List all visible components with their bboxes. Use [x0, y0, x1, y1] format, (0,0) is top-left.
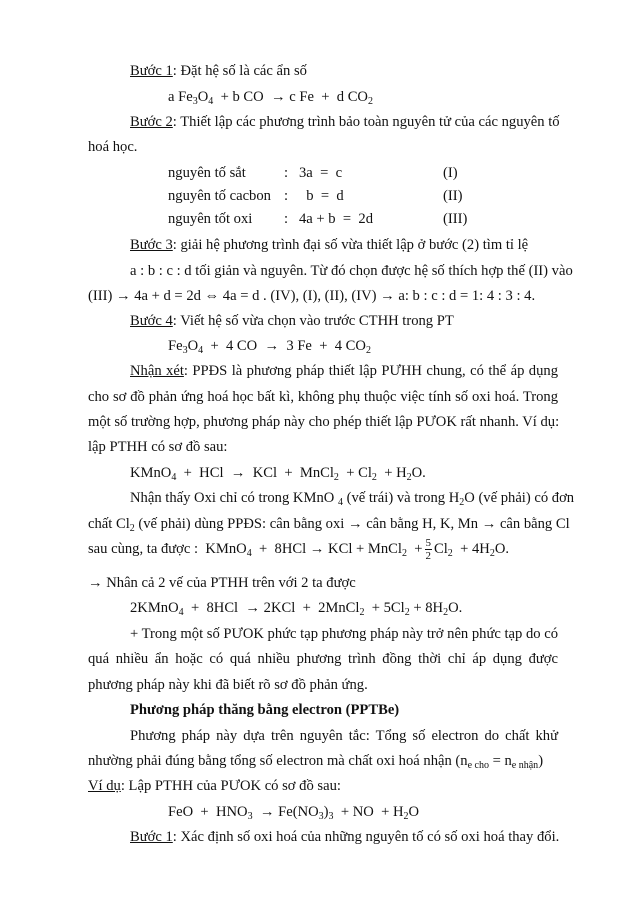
balance-oxygen-tag: (III) [443, 211, 468, 227]
text-line: hoá học. [88, 139, 138, 155]
equation-kmno4: KMnO$_4$ + HCl → KCl + MnCl$_2$ + $Cl_2 + H_2O$. [130, 465, 426, 483]
text-line: quá nhiều ẩn hoặc có quá nhiều phương trình đồng thời chỉ áp dụng được [88, 651, 558, 667]
step4-heading: Bước 4: Viết hệ số vừa chọn vào trước CTHH trong PT [130, 313, 454, 329]
balance-carbon-tag: (II) [443, 188, 463, 204]
balance-iron-eq: : 3a = c [284, 165, 343, 181]
text-line: (III) → 4a + d = 2d ⇔ 4a = d . (IV), (I), (II), (IV) → a: b : c : d = 1: 4 : 3 : 4. [88, 288, 536, 304]
text-line: + Trong một số PƯOK phức tạp phương pháp này trở nên phức tạp do có [130, 626, 558, 642]
step1-heading: Bước 1: Đặt hệ số là các ẩn số [130, 63, 307, 79]
equation-fraction: sau cùng, ta được : KMnO$_4$ + 8HCl → KCl + MnCl$_2$ + $\frac{5}{2}$ $Cl_2 + 4H_2O$. [88, 537, 510, 563]
text-line: → Nhân cả 2 vế của PTHH trên với 2 ta được [88, 575, 356, 591]
equation-feo: FeO + $HNO_3 \to Fe(NO_3)_3$ + NO + $H_2O$ [168, 804, 420, 822]
text-line: lập PTHH có sơ đồ sau: [88, 439, 228, 455]
section-heading: Phương pháp thăng bằng electron (PPTBe) [130, 702, 400, 718]
text-line: Nhận thấy Oxi chỉ có trong KMnO $_4$ (vế trái) và trong $H_2O$ (vế phải) có đơn [130, 490, 575, 508]
equation-balanced: $Fe_3O_4 + 4$ CO → 3 Fe + 4 $CO_2$ [168, 338, 371, 356]
balance-oxygen-label: nguyên tốt oxi [168, 211, 253, 227]
equation-final: 2KMnO$_4$ + 8HCl → 2KCl + 2MnCl$_2$ + $5Cl_2 + 8H_2O$. [130, 600, 463, 618]
text-line: nhường phải đúng bằng tổng số electron mà chất oxi hoá nhận $(n_{e cho} = n_{e nhận})$ [88, 753, 544, 771]
balance-carbon-eq: : b = d [284, 188, 344, 204]
balance-oxygen-eq: : 4a + b = 2d [284, 211, 374, 227]
balance-iron-tag: (I) [443, 165, 458, 181]
text-line: phương pháp này khi đã biết rõ sơ đồ phản ứng. [88, 677, 368, 693]
text-line: chất $Cl_2$ (vế phải) dùng PPĐS: cân bằng oxi → cân bằng H, K, Mn → cân bằng Cl [88, 516, 570, 534]
balance-carbon-label: nguyên tố cacbon [168, 188, 271, 204]
text-line: Phương pháp này dựa trên nguyên tắc: Tổng số electron do chất khử [130, 728, 558, 744]
example-heading: Ví dụ: Lập PTHH của PƯOK có sơ đồ sau: [88, 778, 341, 794]
step1-heading-2: Bước 1: Xác định số oxi hoá của những nguyên tố có số oxi hoá thay đổi. [130, 829, 560, 845]
text-line: a : b : c : d tối giản và nguyên. Từ đó chọn được hệ số thích hợp thế (II) vào [130, 263, 573, 279]
text-line: một số trường hợp, phương pháp này cho phép thiết lập PƯOK rất nhanh. Ví dụ: [88, 414, 560, 430]
balance-iron-label: nguyên tố sắt [168, 165, 246, 181]
fraction-five-halves: $\frac{5}{2}$ [425, 537, 431, 563]
text-line: cho sơ đồ phản ứng hoá học bất kì, không phụ thuộc việc tính số oxi hoá. Trong [88, 389, 558, 405]
remark-heading: Nhận xét: PPĐS là phương pháp thiết lập PƯHH chung, có thể áp dụng [130, 363, 558, 379]
equation-general: a $Fe_3O_4 + b$ CO → c Fe + d $CO_2$ [168, 89, 373, 107]
step2-heading: Bước 2: Thiết lập các phương trình bảo toàn nguyên tử của các nguyên tố [130, 114, 560, 130]
step3-heading: Bước 3: giải hệ phương trình đại số vừa thiết lập ở bước (2) tìm tỉ lệ [130, 237, 529, 253]
